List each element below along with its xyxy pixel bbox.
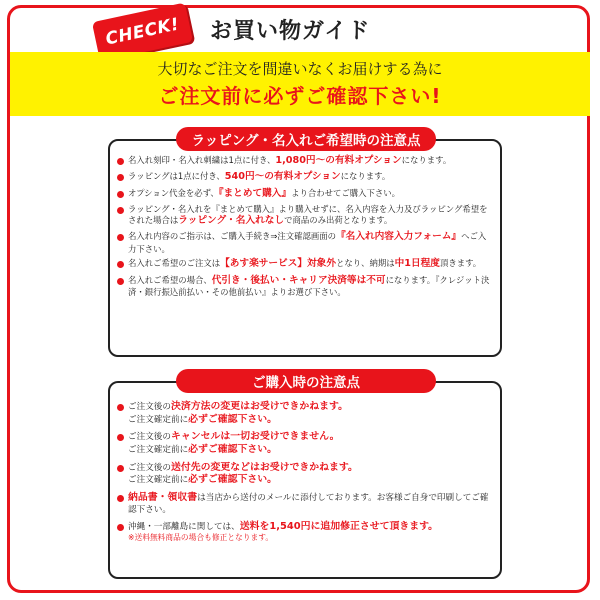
list-item: 名入れご希望のご注文は【あす楽サービス】対象外となり、納期は中1日程度頂きます。: [117, 258, 494, 270]
wrapping-notes-list: [117, 155, 494, 302]
check-badge: CHECK!: [92, 3, 193, 62]
list-item: 名入れ内容のご指示は、ご購入手続き⇒注文確認画面の『名入れ内容入力フォーム』へご入力下さい。: [117, 231, 494, 254]
wrapping-notes-heading: ラッピング・名入れご希望時の注意点: [176, 127, 436, 151]
wrapping-notes-box: [108, 133, 502, 357]
bullet-icon: [117, 278, 124, 285]
intro-text: 大切なご注文を間違いなくお届けする為に: [157, 60, 443, 78]
bullet-icon: [117, 234, 124, 241]
bullet-icon: [117, 261, 124, 268]
page-title: お買い物ガイド: [210, 19, 371, 44]
shipping-note: ※送料無料商品の場合も修正となります。: [128, 533, 274, 543]
bullet-icon: [117, 495, 124, 502]
list-item: 名入れ刻印・名入れ刺繍は1点に付き、1,080円〜の有料オプションになります。: [117, 155, 494, 167]
bullet-icon: [117, 174, 124, 181]
list-item: ラッピング・名入れを『まとめて購入』より購入せずに、名入内容を入力及びラッピング希望をされた場合はラッピング・名入れなしで商品のみ出荷となります。: [117, 204, 494, 227]
list-item: オプション代金を必ず、『まとめて購入』より合わせてご購入下さい。: [117, 188, 494, 200]
bullet-icon: [117, 465, 124, 472]
bullet-icon: [117, 191, 124, 198]
list-item: 納品書・領収書は当店から送付のメールに添付しております。お客様ご自身で印刷してご確認下さい。: [117, 492, 494, 516]
bullet-icon: [117, 158, 124, 165]
bullet-icon: [117, 207, 124, 214]
intro-banner: [10, 52, 590, 116]
list-item: ご注文後の送付先の変更などはお受けできかねます。 ご注文確定前に必ずご確認下さい。: [117, 462, 494, 487]
list-item: ご注文後のキャンセルは一切お受けできません。 ご注文確定前に必ずご確認下さい。: [117, 431, 494, 456]
list-item: 沖縄・一部離島に関しては、送料を1,540円に追加修正させて頂きます。 ※送料無料商品の場合も修正となります。: [117, 521, 494, 544]
list-item: ラッピングは1点に付き、540円〜の有料オプションになります。: [117, 171, 494, 183]
intro-emphasis: ご注文前に必ずご確認下さい!: [158, 84, 442, 108]
purchase-notes-heading: ご購入時の注意点: [176, 369, 436, 393]
list-item: ご注文後の決済方法の変更はお受けできかねます。 ご注文確定前に必ずご確認下さい。: [117, 401, 494, 426]
bullet-icon: [117, 434, 124, 441]
bullet-icon: [117, 404, 124, 411]
bullet-icon: [117, 524, 124, 531]
purchase-notes-list: [117, 401, 494, 548]
purchase-notes-box: [108, 375, 502, 579]
list-item: 名入れご希望の場合、代引き・後払い・キャリア決済等は不可になります。『クレジット決済・銀行振込前払い・その他前払い』よりお選び下さい。: [117, 275, 494, 298]
